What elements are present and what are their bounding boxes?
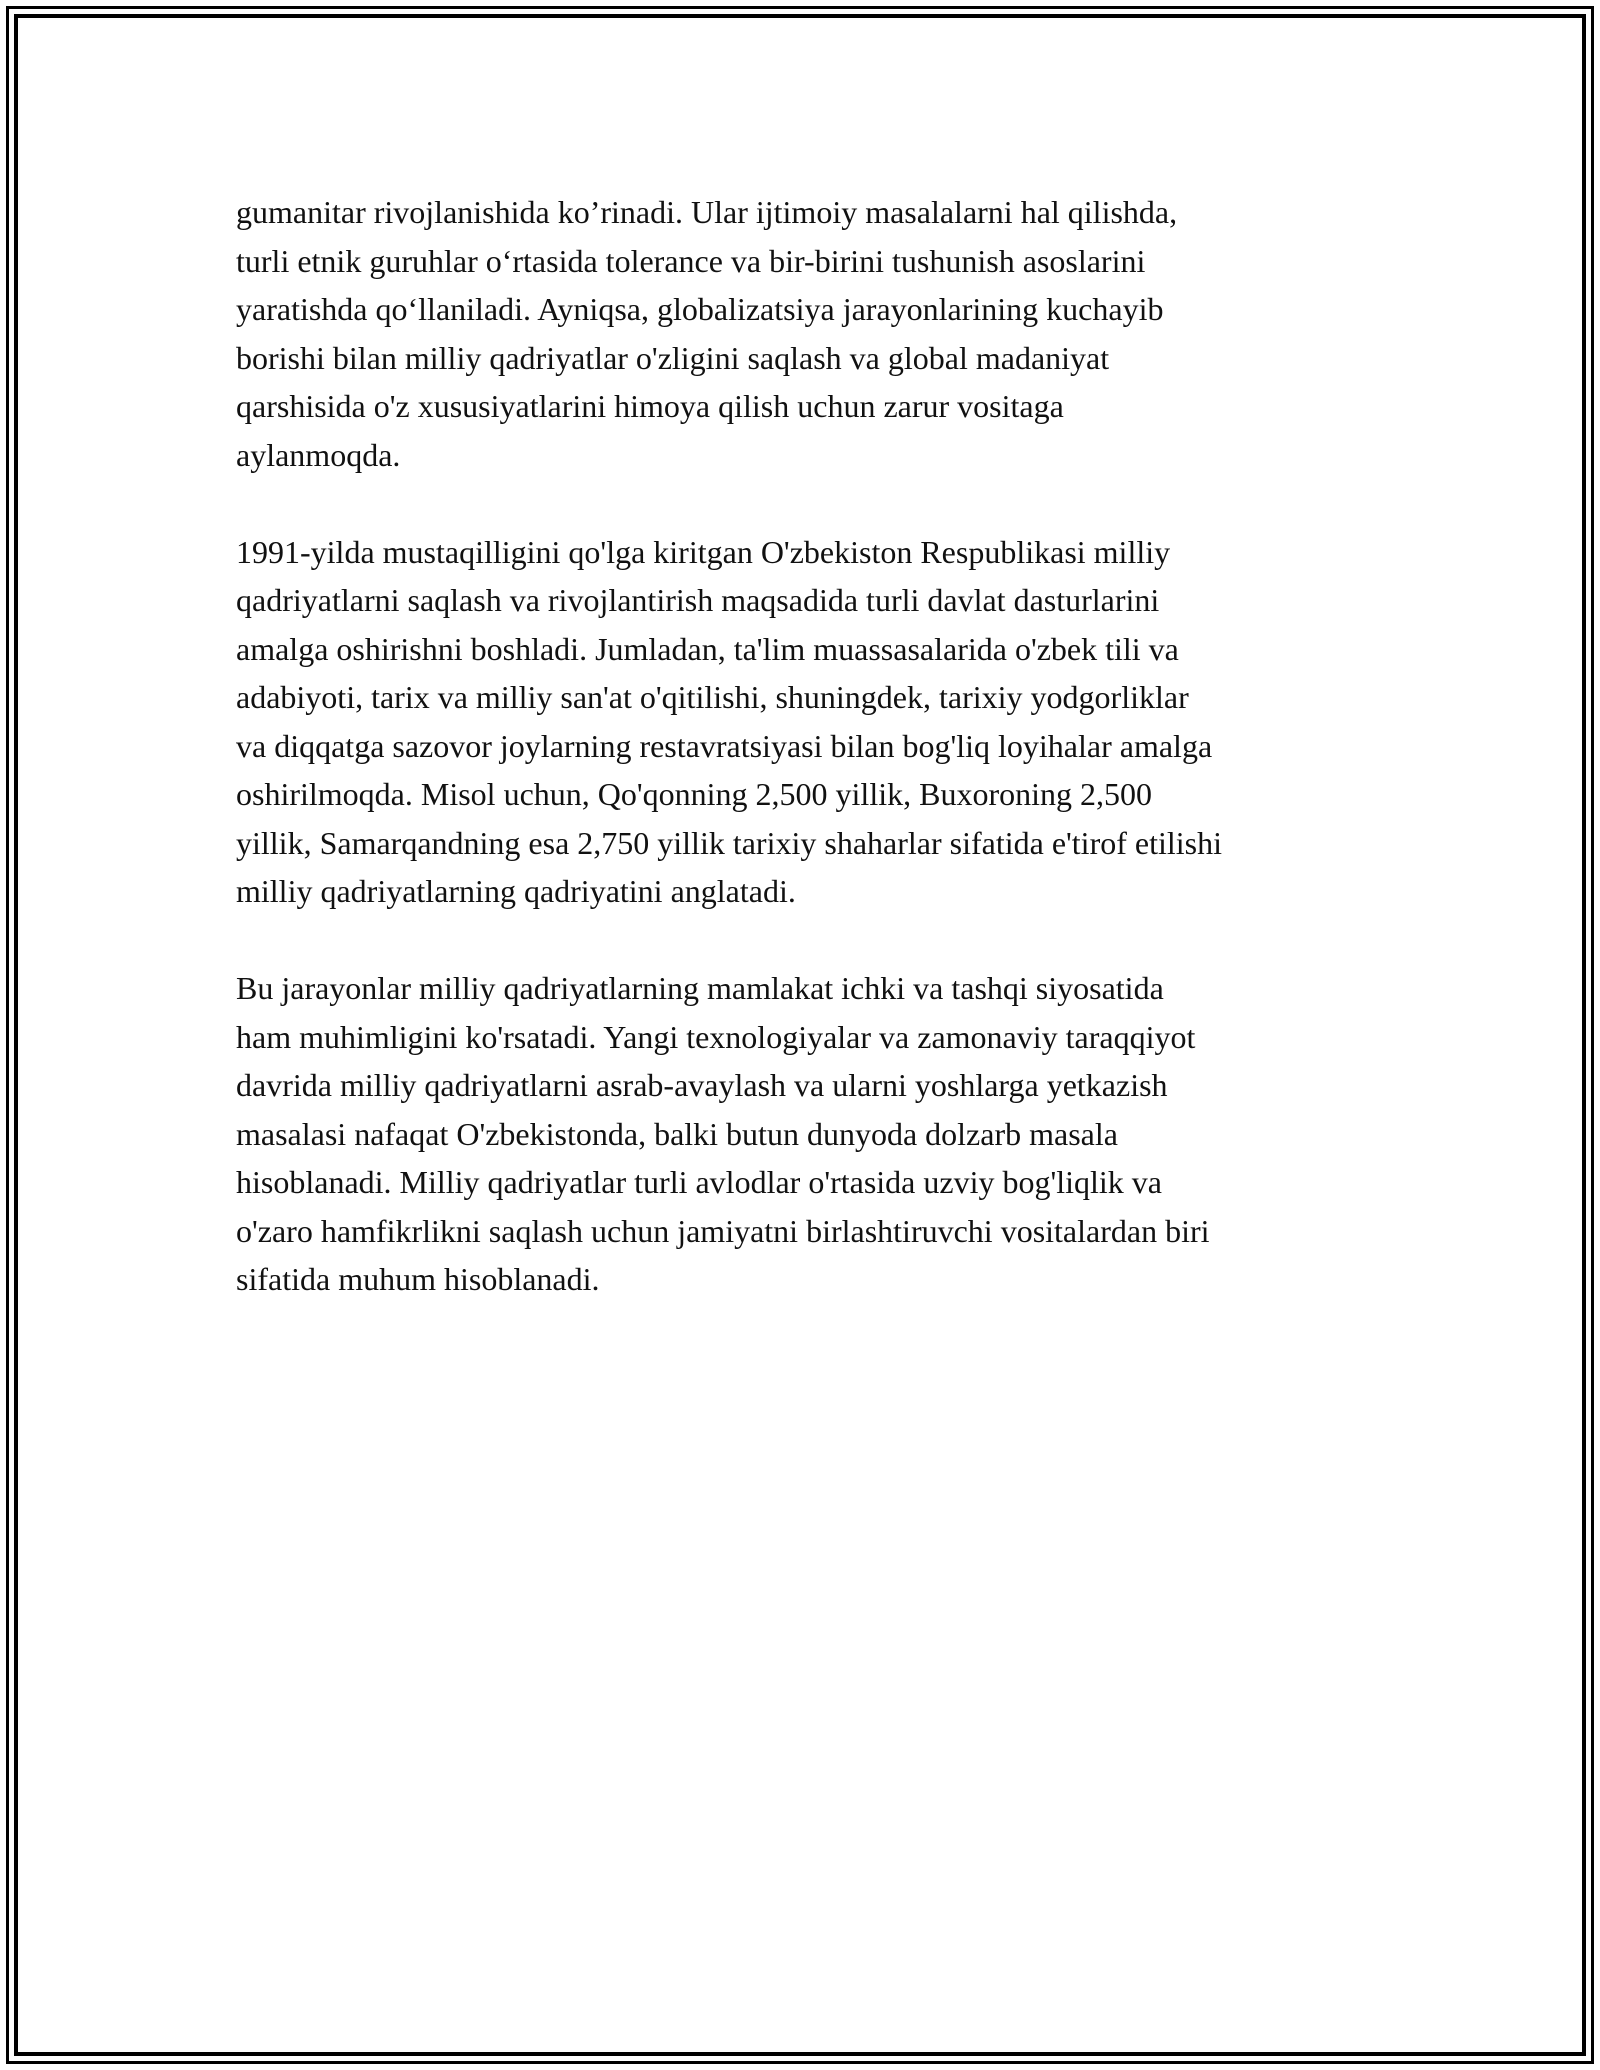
text-line: milliy qadriyatlarning qadriyatini anglatadi. <box>236 873 796 909</box>
text-line: gumanitar rivojlanishida ko’rinadi. Ular ijtimoiy masalalarni hal qilishda, <box>236 194 1178 230</box>
text-line: Bu jarayonlar milliy qadriyatlarning mamlakat ichki va tashqi siyosatida <box>236 970 1164 1006</box>
text-line: o'zaro hamfikrlikni saqlash uchun jamiyatni birlashtiruvchi vositalardan biri <box>236 1212 1210 1249</box>
text-line: aylanmoqda. <box>236 436 401 473</box>
text-line: 1991-yilda mustaqilligini qo'lga kiritgan O'zbekiston Respublikasi milliy <box>236 533 1171 570</box>
paragraph-1 <box>236 188 1376 479</box>
text-line: yillik, Samarqandning esa 2,750 yillik tarixiy shaharlar sifatida e'tirof etilishi <box>236 824 1222 861</box>
text-line: ham muhimligini ko'rsatadi. Yangi texnologiyalar va zamonaviy taraqqiyot <box>236 1018 1196 1055</box>
text-line: davrida milliy qadriyatlarni asrab-avaylash va ularni yoshlarga yetkazish <box>236 1067 1168 1103</box>
text-line: oshirilmoqda. Misol uchun, Qo'qonning 2,500 yillik, Buxoroning 2,500 <box>236 776 1152 812</box>
text-line: qarshisida o'z xususiyatlarini himoya qilish uchun zarur vositaga <box>236 388 1064 424</box>
text-line: amalga oshirishni boshladi. Jumladan, ta'lim muassasalarida o'zbek tili va <box>236 630 1179 667</box>
paragraph-3 <box>236 964 1376 1304</box>
text-line: masalasi nafaqat O'zbekistonda, balki butun dunyoda dolzarb masala <box>236 1115 1118 1152</box>
text-line: borishi bilan milliy qadriyatlar o'zligini saqlash va global madaniyat <box>236 339 1110 376</box>
text-line: va diqqatga sazovor joylarning restavratsiyasi bilan bog'liq loyihalar amalga <box>236 727 1213 764</box>
paragraph-2 <box>236 528 1376 916</box>
text-line: adabiyoti, tarix va milliy san'at o'qitilishi, shuningdek, tarixiy yodgorliklar <box>236 679 1189 715</box>
text-line: turli etnik guruhlar o‘rtasida tolerance va bir-birini tushunish asoslarini <box>236 242 1146 279</box>
text-line: qadriyatlarni saqlash va rivojlantirish maqsadida turli davlat dasturlarini <box>236 582 1160 618</box>
document-body <box>236 188 1376 1352</box>
text-line: yaratishda qo‘llaniladi. Ayniqsa, globalizatsiya jarayonlarining kuchayib <box>236 291 1164 327</box>
text-line: hisoblanadi. Milliy qadriyatlar turli avlodlar o'rtasida uzviy bog'liqlik va <box>236 1164 1162 1200</box>
text-line: sifatida muhum hisoblanadi. <box>236 1261 600 1297</box>
